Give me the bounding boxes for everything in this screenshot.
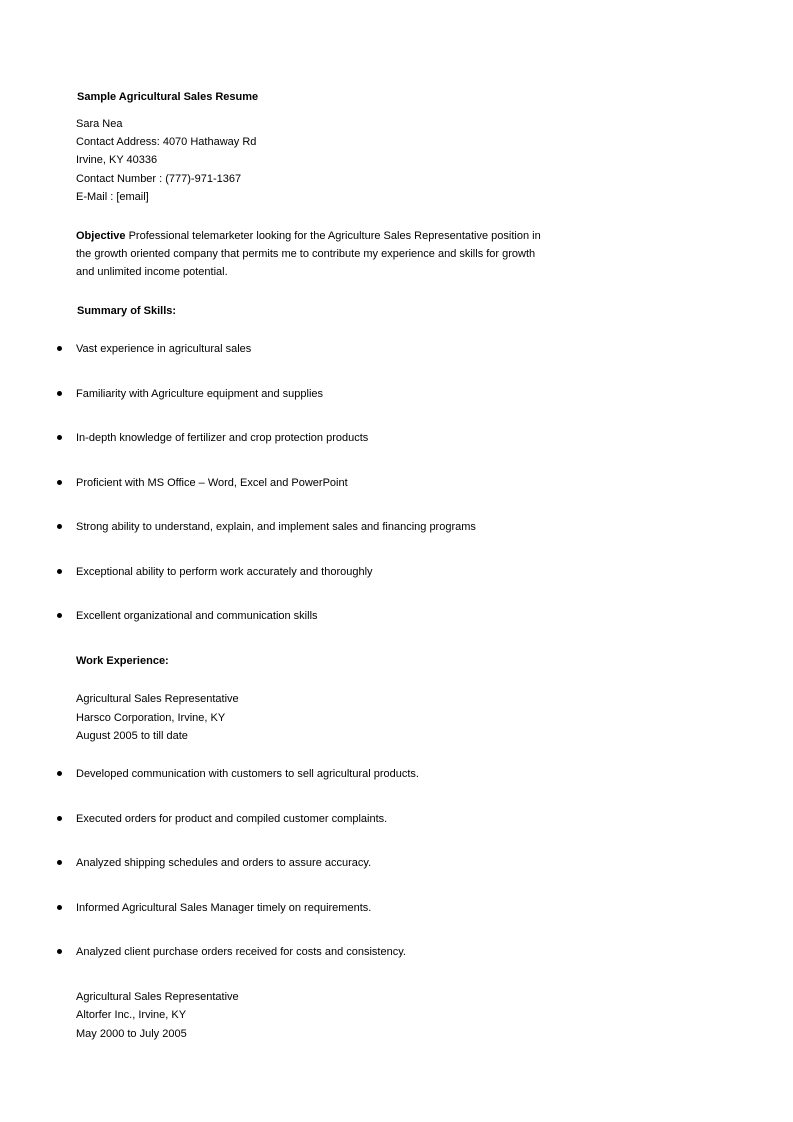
contact-email: E-Mail : [email] xyxy=(76,191,149,203)
job-dates: May 2000 to July 2005 xyxy=(76,1028,187,1040)
list-item xyxy=(0,856,793,870)
bullet-icon xyxy=(57,816,62,821)
list-item xyxy=(0,901,793,915)
job-dates: August 2005 to till date xyxy=(76,730,188,742)
experience-heading: Work Experience: xyxy=(76,655,169,667)
skill-text: Exceptional ability to perform work accurately and thoroughly xyxy=(76,566,373,578)
objective-label: Objective xyxy=(76,230,126,242)
skill-text: Excellent organizational and communication skills xyxy=(76,610,318,622)
job-title: Agricultural Sales Representative xyxy=(76,991,239,1003)
bullet-icon xyxy=(57,346,62,351)
skills-heading: Summary of Skills: xyxy=(77,305,177,317)
objective-line-1 xyxy=(76,229,541,243)
list-item xyxy=(0,767,793,781)
skill-text: Proficient with MS Office – Word, Excel and PowerPoint xyxy=(76,477,348,489)
list-item xyxy=(0,431,793,445)
contact-address: Contact Address: 4070 Hathaway Rd xyxy=(76,136,257,148)
job-company: Altorfer Inc., Irvine, KY xyxy=(76,1009,187,1021)
duty-text: Developed communication with customers to sell agricultural products. xyxy=(76,768,419,780)
contact-city: Irvine, KY 40336 xyxy=(76,154,158,166)
objective-line-3: and unlimited income potential. xyxy=(76,266,228,278)
skill-text: Vast experience in agricultural sales xyxy=(76,343,252,355)
list-item xyxy=(0,387,793,401)
bullet-icon xyxy=(57,435,62,440)
list-item xyxy=(0,565,793,579)
bullet-icon xyxy=(57,860,62,865)
bullet-icon xyxy=(57,480,62,485)
list-item xyxy=(0,945,793,959)
duty-text: Analyzed shipping schedules and orders to assure accuracy. xyxy=(76,857,372,869)
skill-text: Familiarity with Agriculture equipment and supplies xyxy=(76,388,324,400)
list-item xyxy=(0,476,793,490)
skill-text: In-depth knowledge of fertilizer and crop protection products xyxy=(76,432,369,444)
bullet-icon xyxy=(57,949,62,954)
document-title: Sample Agricultural Sales Resume xyxy=(77,91,259,103)
bullet-icon xyxy=(57,905,62,910)
bullet-icon xyxy=(57,524,62,529)
objective-line-2: the growth oriented company that permits me to contribute my experience and skills for growth xyxy=(76,248,536,260)
objective-text-1: Professional telemarketer looking for the Agriculture Sales Representative position in xyxy=(128,230,541,242)
contact-phone: Contact Number : (777)-971-1367 xyxy=(76,173,242,185)
job-company: Harsco Corporation, Irvine, KY xyxy=(76,712,226,724)
duty-text: Analyzed client purchase orders received for costs and consistency. xyxy=(76,946,406,958)
list-item xyxy=(0,812,793,826)
list-item xyxy=(0,520,793,534)
bullet-icon xyxy=(57,569,62,574)
bullet-icon xyxy=(57,613,62,618)
duty-text: Executed orders for product and compiled customer complaints. xyxy=(76,813,388,825)
contact-name: Sara Nea xyxy=(76,118,123,130)
bullet-icon xyxy=(57,391,62,396)
bullet-icon xyxy=(57,771,62,776)
job-title: Agricultural Sales Representative xyxy=(76,693,239,705)
duty-text: Informed Agricultural Sales Manager timely on requirements. xyxy=(76,902,372,914)
list-item xyxy=(0,342,793,356)
list-item xyxy=(0,609,793,623)
skill-text: Strong ability to understand, explain, and implement sales and financing programs xyxy=(76,521,476,533)
